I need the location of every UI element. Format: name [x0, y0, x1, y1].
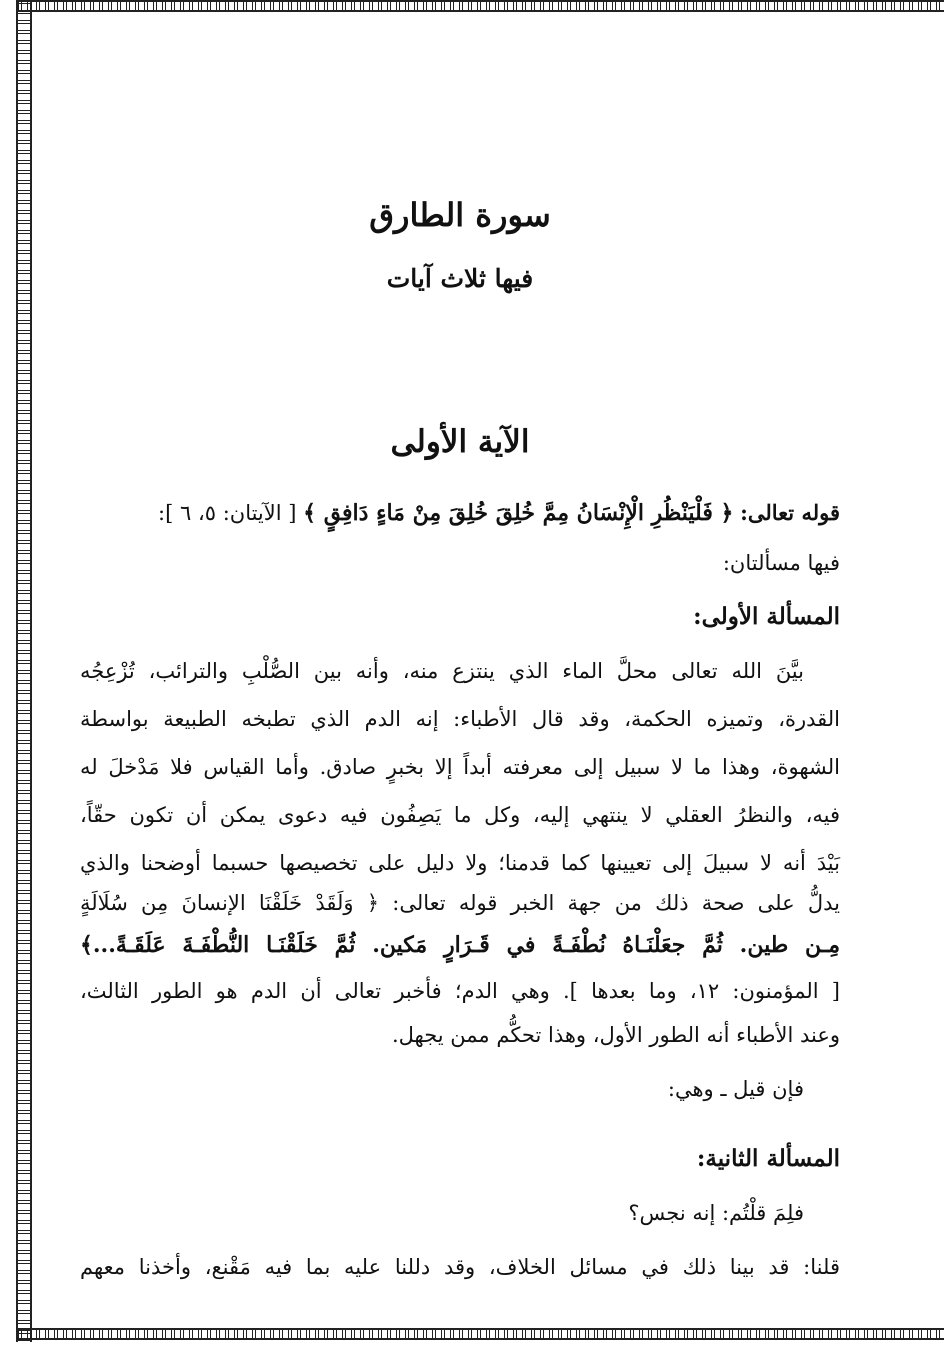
verse-lead: قوله تعالى:	[740, 500, 840, 525]
question-text: فلِمَ قلْتُم: إنه نجس؟	[628, 1201, 804, 1225]
issue-1-heading: المسألة الأولى:	[693, 603, 840, 630]
paragraph-line: [ المؤمنون: ١٢، وما بعدها ]. وهي الدم؛ فأخبر تعالى أن الدم هو الطور الثالث،	[80, 979, 840, 1003]
question-text: فإن قيل ـ وهي:	[667, 1077, 804, 1101]
quran-verse-line: مِـن طين. ثُمَّ جعَلْنَـاهُ نُطْفَـةً في قَـرَارٍ مَكين. ثُمَّ خَلَقْنَـا النُّطْفَـةَ عَلَقَـةً...﴾	[80, 932, 840, 958]
paragraph-line: القدرة، وتميزه الحكمة، وقد قال الأطباء: إنه الدم الذي تطبخه الطبيعة بواسطة	[80, 707, 840, 731]
ayah-heading: الآية الأولى	[390, 424, 530, 460]
surah-title: سورة الطارق	[369, 196, 551, 234]
book-page	[80, 0, 840, 1367]
paragraph-line: وعند الأطباء أنه الطور الأول، وهذا تحكُّم ممن يجهل.	[391, 1023, 840, 1047]
paragraph-line: بَيْدَ أنه لا سبيلَ إلى تعيينها كما قدمنا؛ ولا دليل على تخصيصها حسبما أوضحنا والذي	[80, 851, 840, 875]
paragraph-line: الشهوة، وهذا ما لا سبيل إلى معرفته أبداً إلا بخبرٍ صادق. وأما القياس فلا مَدْخلَ له	[80, 755, 840, 779]
verse-text: ﴿ فَلْيَنْظُرِ الْإِنْسَانُ مِمَّ خُلِقَ خُلِقَ مِنْ مَاءٍ دَافِقٍ ﴾	[303, 500, 734, 526]
paragraph-line: بيَّنَ الله تعالى محلَّ الماء الذي ينتزع منه، وأنه بين الصُّلْبِ والترائب، تُزْعِجُه	[80, 659, 804, 683]
answer-text: قلنا: قد بينا ذلك في مسائل الخلاف، وقد دللنا عليه بما فيه مَقْنع، وأخذنا معهم	[80, 1255, 840, 1279]
intro-text: فيها مسألتان:	[722, 551, 840, 575]
paragraph-line: يدلُّ على صحة ذلك من جهة الخبر قوله تعالى: ﴿ وَلَقَدْ خَلَقْنَا الإنسانَ مِن سُلَالَةٍ	[80, 891, 840, 915]
verse-line	[80, 496, 840, 530]
paragraph-line: فيه، والنظرُ العقلي لا ينتهي إليه، وكل ما يَصِفُون فيه دعوى يمكن أن تكون حقّاً،	[80, 803, 840, 827]
issue-2-heading: المسألة الثانية:	[696, 1145, 840, 1172]
surah-subtitle: فيها ثلاث آيات	[386, 264, 534, 293]
decorative-border-left	[16, 0, 32, 1342]
verse-reference: [ الآيتان: ٥، ٦ ]:	[158, 501, 297, 525]
